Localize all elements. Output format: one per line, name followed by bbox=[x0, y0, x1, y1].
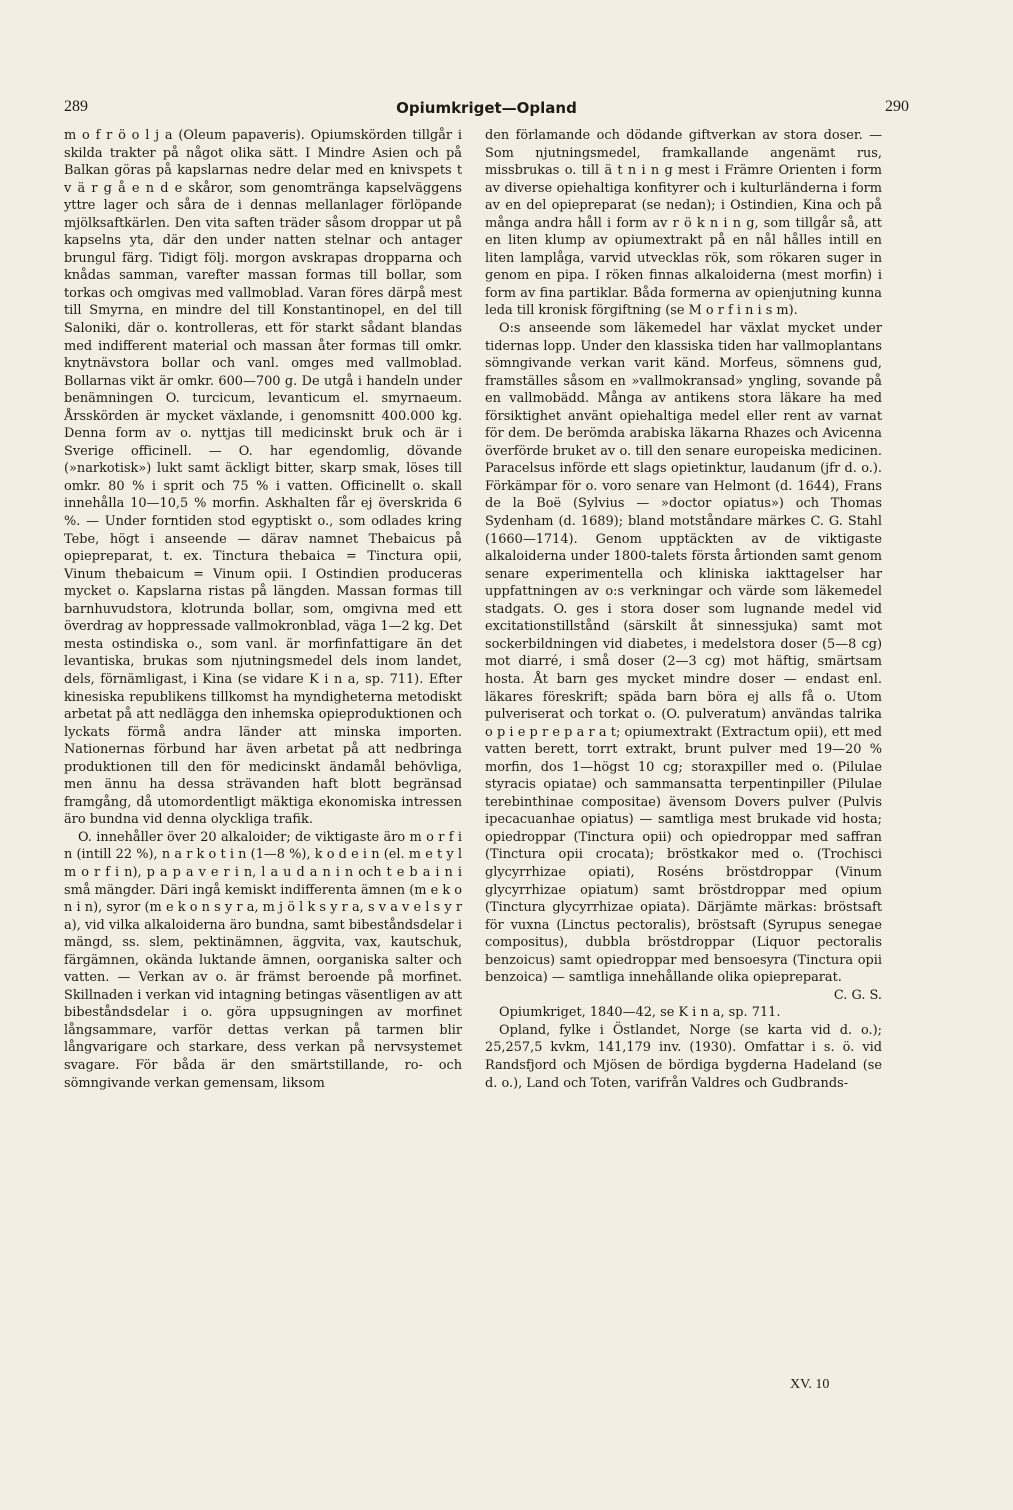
paragraph-opium-harvest: m o f r ö o l j a (Oleum papaveris). Opiumskörden tillgår i skilda trakter på något olika sätt. I Mindre Asien och på Balkan göras på kapslarnas nedre delar med en knivspets t v ä r g å e n d e skåror, som genomtränga kapselväggens yttre lager och såra de i dennas mellanlager förlöpande mjölksaftkärlen. Den vita saften träder såsom droppar ut på kapselns yta, där den under natten stelnar och antager brungul färg. Tidigt följ. morgon avskrapas dropparna och knådas samman, varefter massan formas till bollar, som torkas och omgivas med vallmoblad. Varan föres därpå mest till Smyrna, en mindre del till Konstantinopel, en del till Saloniki, där o. kontrolleras, ett för starkt sådant blandas med indifferent material och massan åter formas till omkr. knytnävstora bollar och vanl. omges med vallmoblad. Bollarnas vikt är omkr. 600—700 g. De utgå i handeln under benämningen O. turcicum, levanticum el. smyrnaeum. Årsskörden är mycket växlande, i genomsnitt 400.000 kg. Denna form av o. nyttjas till medicinskt bruk och är i Sverige officinell. — O. har egendomlig, dövande (»narkotisk») lukt samt äckligt bitter, skarp smak, löses till omkr. 80 % i sprit och 75 % i vatten. Officinellt o. skall innehålla 10—10,5 % morfin. Askhalten får ej överskrida 6 %. — Under forntiden stod egyptiskt o., som odlades kring Tebe, högt i anseende — därav namnet Thebaicus på opiepreparat, t. ex. Tinctura thebaica = Tinctura opii, Vinum thebaicum = Vinum opii. I Ostindien produceras mycket o. Kapslarna ristas på längden. Massan formas till barnhuvudstora, klotrunda bollar, som, omgivna med ett överdrag av hoppressade vallmokronblad, väga 1—2 kg. Det mesta ostindiska o., som vanl. är morfinfattigare än det levantiska, brukas som njutningsmedel dels inom landet, dels, förnämligast, i Kina (se vidare K i n a, sp. 711). Efter kinesiska republikens tillkomst ha myndigheterna metodiskt arbetat på att nedlägga den inhemska opieproduktionen och lyckats förmå andra länder att minska importen. Nationernas förbund har även arbetat på att nedbringa produktionen till den för medicinskt ändamål behövliga, men ännu ha dessa strävanden haft blott begränsad framgång, då utomordentligt mäktiga ekonomiska intressen äro bundna vid denna olyckliga trafik. bbox=[64, 128, 462, 828]
entry-opland: Opland, fylke i Östlandet, Norge (se karta vid d. o.); 25,257,5 kvkm, 141,179 inv. (1930). Omfattar i s. ö. vid Randsfjord och Mjösen de bördiga bygderna Hadeland (se d. o.), Land och Toten, varifrån Valdres och Gudbrands- bbox=[485, 1022, 882, 1091]
author-signature: C. G. S. bbox=[833, 987, 882, 1003]
paragraph-medical-history: O:s anseende som läkemedel har växlat mycket under tidernas lopp. Under den klassiska tiden har vallmoplantans sömngivande verkan varit känd. Morfeus, sömnens gud, framställes såsom en »vallmokransad» yngling, sovande på en vallmobädd. Många av antikens stora läkare ha med försiktighet använt opiehaltiga medel eller rent av varnat för dem. De berömda arabiska läkarna Rhazes och Avicenna överförde bruket av o. till den senare europeiska medicinen. Paracelsus införde ett slags opietinktur, laudanum (jfr d. o.). Förkämpar för o. voro senare van Helmont (d. 1644), Frans de la Boë (Sylvius — »doctor opiatus») och Thomas Sydenham (d. 1689); bland motståndare märkes C. G. Stahl (1660—1714). Genom upptäckten av de viktigaste alkaloiderna under 1800-talets första årtionden samt genom senare experimentella och kliniska iakttagelser har uppfattningen av o:s verkningar och värde som läkemedel stadgats. O. ges i stora doser som lugnande medel vid excitationstillstånd (särskilt åt sinnessjuka) samt mot sockerbildningen vid diabetes, i medelstora doser (5—8 cg) mot diarré, i små doser (2—3 cg) mot häftig, smärtsam hosta. Åt barn ges mycket mindre doser — endast enl. läkares föreskrift; späda barn böra ej alls få o. Utom pulveriserat och torkat o. (O. pulveratum) användas talrika o p i e p r e p a r a t; opiumextrakt (Extractum opii), ett med vatten berett, torrt extrakt, brunt pulver med 19—20 % morfin, dos 1—högst 10 cg; storaxpiller med o. (Pilulae styracis opiatae) och sammansatta terpentinpiller (Pilulae terebinthinae compositae) ävensom Dovers pulver (Pulvis ipecacuanhae opiatus) — samtliga mest brukade vid hosta; opiedroppar (Tinctura opii) och opiedroppar med saffran (Tinctura opii crocata); bröstkakor med o. (Trochisci glycyrrhizae opiati), Roséns bröstdroppar (Vinum glycyrrhizae opiatum) samt bröstdroppar med opium (Tinctura glycyrrhizae opiata). Därjämte märkas: bröstsaft för vuxna (Linctus pectoralis), bröstsaft (Syrupus senegae compositus), dubbla bröstdroppar (Liquor pectoralis benzoicus) samt opiedroppar med bensoesyra (Tinctura opii benzoica) — samtliga innehållande olika opiepreparat. bbox=[485, 321, 882, 986]
paragraph-alkaloids: O. innehåller över 20 alkaloider; de viktigaste äro m o r f i n (intill 22 %), n a r k o t i n (1—8 %), k o d e i n (el. m e t y l m o r f i n), p a p a v e r i n, l a u d a n i n och t e b a i n i små mängder. Däri ingå kemiskt indifferenta ämnen (m e k o n i n), syror (m e k o n s y r a, m j ö l k s y r a, s v a v e l s y r a), vid vilka alkaloiderna äro bundna, samt bibeståndsdelar i mängd, ss. slem, pektinämnen, äggvita, vax, kautschuk, färgämnen, okända luktande ämnen, oorganiska salter och vatten. — Verkan av o. är främst beroende på morfinet. Skillnaden i verkan vid intagning betingas väsentligen av att bibeståndsdelar i o. göra uppsugningen av morfinet långsammare, varför dettas verkan på tarmen blir långvarigare och starkare, dess verkan på nervsystemet svagare. För båda är den smärtstillande, ro- och sömngivande verkan gemensam, liksom bbox=[64, 829, 462, 1091]
right-page-number: 290 bbox=[885, 98, 909, 115]
running-title: Opiumkriget—Opland bbox=[396, 99, 577, 117]
right-column bbox=[485, 127, 882, 1092]
sheet-signature: XV. 10 bbox=[790, 1377, 830, 1392]
left-page-number: 289 bbox=[64, 98, 88, 115]
left-column bbox=[64, 127, 462, 1092]
entry-opiumkriget: Opiumkriget, 1840—42, se K i n a, sp. 711. bbox=[499, 1005, 781, 1021]
paragraph-poison-use: den förlamande och dödande giftverkan av stora doser. — Som njutningsmedel, framkallande angenämt rus, missbrukas o. till ä t n i n g mest i Främre Orienten i form av diverse opiehaltiga konfityrer och i kulturländerna i form av en del opiepreparat (se nedan); i Ostindien, Kina och på många andra håll i form av r ö k n i n g, som tillgår så, att en liten klump av opiumextrakt på en nål hålles intill en liten lamplåga, varvid utvecklas rök, som rökaren suger in genom en pipa. I röken finnas alkaloiderna (mest morfin) i form av fina partiklar. Båda formerna av opienjutning kunna leda till kronisk förgiftning (se M o r f i n i s m). bbox=[485, 128, 882, 319]
page-header bbox=[64, 98, 909, 122]
